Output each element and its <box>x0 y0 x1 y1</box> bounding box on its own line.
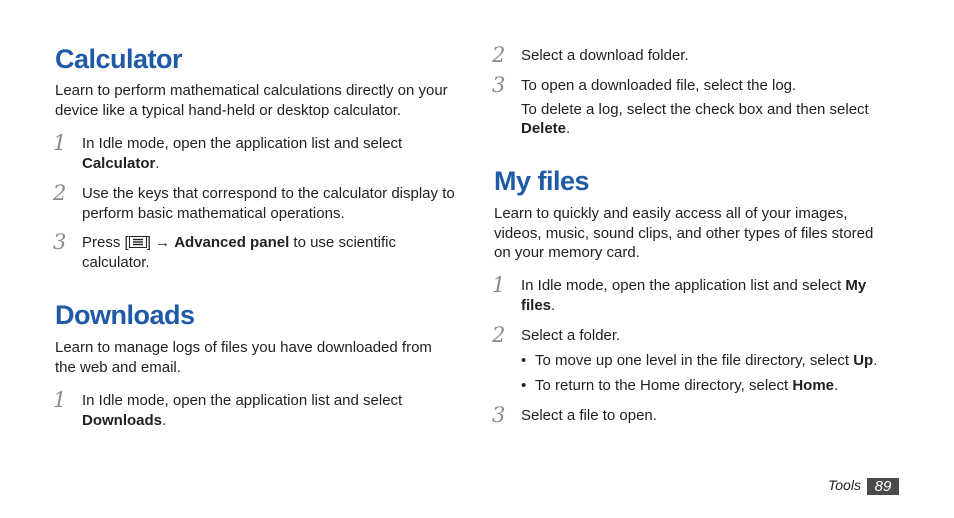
bullet-icon: • <box>521 352 527 369</box>
step-number: 2 <box>53 181 67 205</box>
delete-label: Delete <box>521 120 567 137</box>
calculator-intro: Learn to perform mathematical calculations directly on your device like a typical hand-held or desktop calculator. <box>55 82 448 119</box>
menu-key-icon <box>129 234 147 246</box>
section-label: Tools <box>828 477 861 493</box>
step-number: 2 <box>492 43 506 67</box>
downloads-app-name: Downloads <box>82 411 163 429</box>
home-label: Home <box>792 377 835 394</box>
my-files-heading: My files <box>494 166 590 196</box>
my-files-intro: Learn to quickly and easily access all of your images, videos, music, sound clips, and other types of files stored on your memory card. <box>494 205 874 261</box>
bullet-icon: • <box>521 377 527 394</box>
downloads-heading: Downloads <box>55 300 195 330</box>
calculator-app-name: Calculator <box>82 154 156 172</box>
step-number: 1 <box>53 388 67 412</box>
downloads-intro: Learn to manage logs of files you have downloaded from the web and email. <box>55 339 432 376</box>
my-files-bullet-up: • To move up one level in the file directory, select Up. <box>521 352 878 369</box>
step-number: 2 <box>492 323 506 347</box>
my-files-app-name: My files <box>521 277 867 314</box>
step-number: 3 <box>492 73 506 97</box>
step-number: 1 <box>492 273 506 297</box>
page-number-badge: 89 <box>867 478 899 495</box>
step-number: 1 <box>53 131 67 155</box>
my-files-bullet-home: • To return to the Home directory, select Home. <box>521 377 839 394</box>
up-label: Up <box>853 352 874 369</box>
step-number: 3 <box>53 230 67 254</box>
advanced-panel-label: Advanced panel <box>174 234 290 251</box>
calculator-heading: Calculator <box>55 44 183 74</box>
step-number: 3 <box>492 403 506 427</box>
